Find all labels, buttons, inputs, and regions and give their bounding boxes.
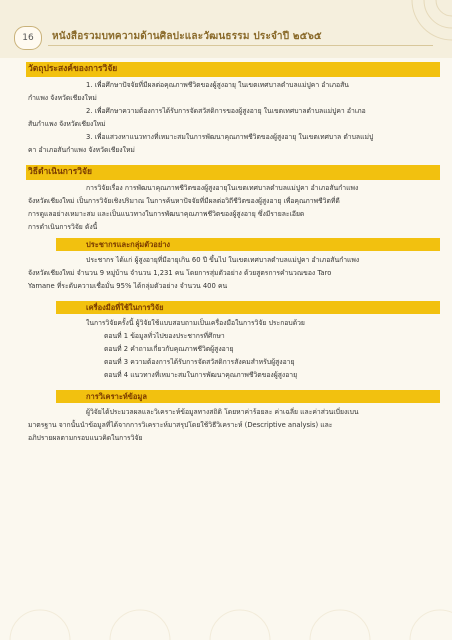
paragraph-line: ผู้วิจัยได้ประมวลผลและวิเคราะห์ข้อมูลทางสถิติ โดยหาค่าร้อยละ ค่าเฉลี่ย และค่าส่วนเบี่ยงเบน [86, 408, 359, 416]
paragraph-line: Yamane ที่ระดับความเชื่อมั่น 95% ได้กลุ่มตัวอย่าง จำนวน 400 คน [28, 282, 228, 290]
subsection-title-analysis: การวิเคราะห์ข้อมูล [86, 392, 147, 401]
paragraph-line: จังหวัดเชียงใหม่ เป็นการวิจัยเชิงปริมาณ ในการค้นหาปัจจัยที่มีผลต่อวิถีชีวิตของผู้สูงอายุ เพื่อคุณภาพชีวิตที่ดี [28, 197, 340, 205]
paragraph-line: สันกำแพง จังหวัดเชียงใหม่ [28, 120, 106, 128]
paragraph-line: อภิปรายผลตามกรอบแนวคิดในการวิจัย [28, 434, 143, 442]
paragraph-line: ประชากร ได้แก่ ผู้สูงอายุที่มีอายุเกิน 60 ปี ขึ้นไป ในเขตเทศบาลตำบลแม่ปูคา อำเภอสันกำแพง [86, 256, 360, 264]
footer-pattern-icon [0, 580, 452, 640]
list-item: ตอนที่ 3 ความต้องการได้รับการจัดสวัสดิการสังคมสำหรับผู้สูงอายุ [104, 358, 295, 366]
section-title-methods: วิธีดำเนินการวิจัย [28, 167, 92, 177]
section-title-objectives: วัตถุประสงค์ของการวิจัย [28, 64, 118, 74]
running-header-title: หนังสือรวมบทความด้านศิลปะและวัฒนธรรม ประจำปี ๒๕๖๕ [52, 31, 322, 42]
paragraph-line: การดำเนินการวิจัย ดังนี้ [28, 223, 98, 231]
paragraph-line: การดูแลอย่างเหมาะสม และเป็นแนวทางในการพัฒนาคุณภาพชีวิตของผู้สูงอายุ ซึ่งมีรายละเอียด [28, 210, 305, 218]
paragraph-line: การวิจัยเรื่อง การพัฒนาคุณภาพชีวิตของผู้สูงอายุในเขตเทศบาลตำบลแม่ปูคา อำเภอสันกำแพง [86, 184, 359, 192]
header-divider [48, 45, 433, 46]
paragraph-line: 1. เพื่อศึกษาปัจจัยที่มีผลต่อคุณภาพชีวิตของผู้สูงอายุ ในเขตเทศบาลตำบลแม่ปูคา อำเภอสัน [86, 81, 349, 89]
paragraph-line: 3. เพื่อแสวงหาแนวทางที่เหมาะสมในการพัฒนาคุณภาพชีวิตของผู้สูงอายุ ในเขตเทศบาล ตำบลแม่ปู [86, 133, 374, 141]
subsection-title-population: ประชากรและกลุ่มตัวอย่าง [86, 240, 171, 249]
paragraph-line: ในการวิจัยครั้งนี้ ผู้วิจัยใช้แบบสอบถามเป็นเครื่องมือในการวิจัย ประกอบด้วย [86, 319, 305, 327]
paragraph-line: 2. เพื่อศึกษาความต้องการได้รับการจัดสวัสดิการของผู้สูงอายุ ในเขตเทศบาลตำบลแม่ปูคา อำเภอ [86, 107, 366, 115]
list-item: ตอนที่ 2 คำถามเกี่ยวกับคุณภาพชีวิตผู้สูงอายุ [104, 345, 234, 353]
page-number: 16 [14, 26, 42, 50]
paragraph-line: คา อำเภอสันกำแพง จังหวัดเชียงใหม่ [28, 146, 135, 154]
paragraph-line: กำแพง จังหวัดเชียงใหม่ [28, 94, 97, 102]
list-item: ตอนที่ 1 ข้อมูลทั่วไปของประชากรที่ศึกษา [104, 332, 225, 340]
list-item: ตอนที่ 4 แนวทางที่เหมาะสมในการพัฒนาคุณภาพชีวิตของผู้สูงอายุ [104, 371, 298, 379]
paragraph-line: จังหวัดเชียงใหม่ จำนวน 9 หมู่บ้าน จำนวน 1,231 คน โดยการสุ่มตัวอย่าง ด้วยสูตรการคำนวณของ Taro [28, 269, 332, 277]
paragraph-line: มาตรฐาน จากนั้นนำข้อมูลที่ได้จากการวิเคราะห์มาสรุปโดยใช้วิธีวิเคราะห์ (Descriptive analysis) และ [28, 421, 333, 429]
subsection-title-instrument: เครื่องมือที่ใช้ในการวิจัย [86, 303, 164, 312]
